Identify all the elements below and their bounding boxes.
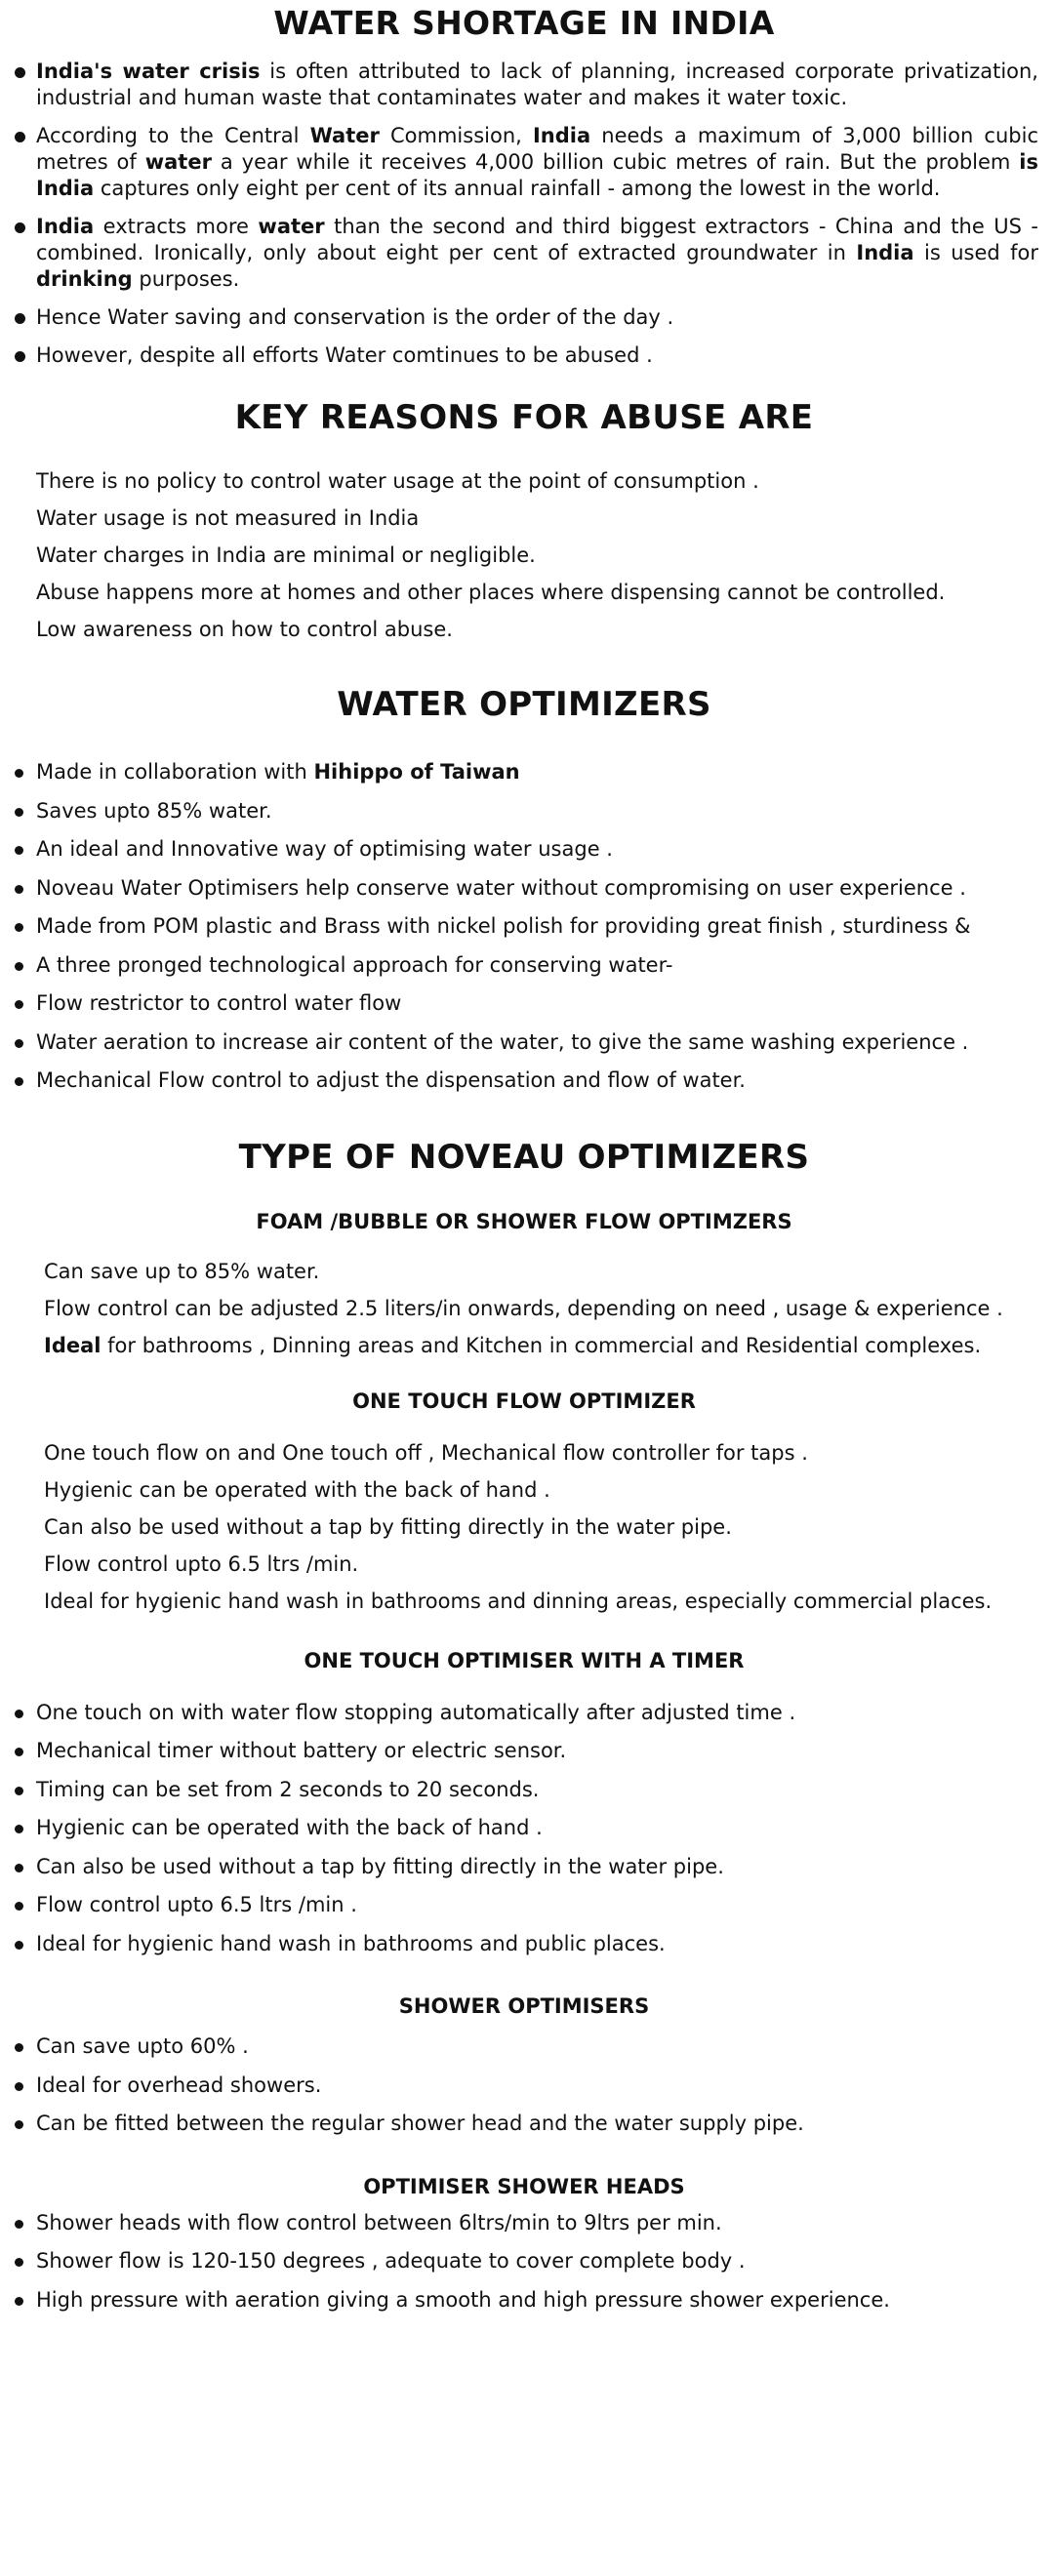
- timer-item: One touch on with water flow stopping automatically after adjusted time .: [10, 1694, 1038, 1733]
- optimizer-item: Made in collaboration with Hihippo of Taiwan: [10, 753, 1038, 792]
- heads-item: Shower heads with flow control between 6ltrs/min to 9ltrs per min.: [10, 2204, 1038, 2243]
- optimizer-item: An ideal and Innovative way of optimising water usage .: [10, 830, 1038, 869]
- one-touch-item: One touch flow on and One touch off , Mechanical flow controller for taps .: [44, 1440, 808, 1465]
- optimizers-heading: WATER OPTIMIZERS: [337, 685, 711, 724]
- one-touch-item: Ideal for hygienic hand wash in bathrooms and dinning areas, especially commercial places.: [44, 1589, 993, 1613]
- foam-item: Flow control can be adjusted 2.5 liters/in onwards, depending on need , usage & experience .: [44, 1296, 1003, 1320]
- timer-list: [10, 1694, 1038, 1964]
- foam-list: [10, 1253, 1038, 1364]
- optimizer-item: A three pronged technological approach for conserving water-: [10, 946, 1038, 986]
- optimizers-list: [10, 753, 1038, 1101]
- foam-item: Ideal for bathrooms , Dinning areas and Kitchen in commercial and Residential complexes.: [44, 1333, 982, 1357]
- timer-heading: ONE TOUCH OPTIMISER WITH A TIMER: [304, 1648, 745, 1672]
- one-touch-heading: ONE TOUCH FLOW OPTIMIZER: [352, 1389, 696, 1413]
- reason-item: Water charges in India are minimal or negligible.: [36, 543, 536, 567]
- intro-item: Hence Water saving and conservation is the order of the day .: [10, 304, 1038, 331]
- intro-list: [10, 59, 1038, 369]
- heads-item: Shower flow is 120-150 degrees , adequate to cover complete body .: [10, 2242, 1038, 2281]
- reason-item: Water usage is not measured in India: [36, 506, 420, 530]
- types-heading: TYPE OF NOVEAU OPTIMIZERS: [238, 1137, 810, 1177]
- page-title: WATER SHORTAGE IN INDIA: [273, 4, 775, 42]
- heads-list: [10, 2204, 1038, 2320]
- shower-item: Can be fitted between the regular shower head and the water supply pipe.: [10, 2105, 1038, 2144]
- optimizer-item: Flow restrictor to control water flow: [10, 985, 1038, 1024]
- optimizer-item: Made from POM plastic and Brass with nickel polish for providing great finish , sturdiness &: [10, 907, 1038, 946]
- optimizer-item: Noveau Water Optimisers help conserve water without compromising on user experience .: [10, 869, 1038, 908]
- timer-item: Ideal for hygienic hand wash in bathrooms and public places.: [10, 1925, 1038, 1964]
- foam-item: Can save up to 85% water.: [44, 1259, 320, 1283]
- intro-item: However, despite all efforts Water comtinues to be abused .: [10, 342, 1038, 369]
- reason-item: Low awareness on how to control abuse.: [36, 618, 453, 641]
- reason-item: Abuse happens more at homes and other places where dispensing cannot be controlled.: [36, 581, 946, 604]
- timer-item: Timing can be set from 2 seconds to 20 seconds.: [10, 1771, 1038, 1810]
- shower-heading: SHOWER OPTIMISERS: [398, 1994, 650, 2018]
- timer-item: Hygienic can be operated with the back of hand .: [10, 1809, 1038, 1848]
- optimizer-item: Water aeration to increase air content of the water, to give the same washing experience .: [10, 1024, 1038, 1063]
- one-touch-item: Flow control upto 6.5 ltrs /min.: [44, 1551, 359, 1576]
- optimizer-item: Saves upto 85% water.: [10, 792, 1038, 831]
- shower-list: [10, 2028, 1038, 2144]
- shower-item: Ideal for overhead showers.: [10, 2067, 1038, 2106]
- timer-item: Flow control upto 6.5 ltrs /min .: [10, 1886, 1038, 1925]
- timer-item: Can also be used without a tap by fitting directly in the water pipe.: [10, 1848, 1038, 1887]
- one-touch-item: Can also be used without a tap by fitting directly in the water pipe.: [44, 1514, 732, 1539]
- intro-item: India extracts more water than the second and third biggest extractors - China and the US - combined. Ironically, only about eight per cent of extracted groundwater in India is used for drinking purposes.: [10, 214, 1038, 293]
- intro-item: India's water crisis is often attributed to lack of planning, increased corporate privatization, industrial and human waste that contaminates water and makes it water toxic.: [10, 59, 1038, 111]
- timer-item: Mechanical timer without battery or electric sensor.: [10, 1732, 1038, 1771]
- heads-heading: OPTIMISER SHOWER HEADS: [363, 2174, 685, 2198]
- reason-item: There is no policy to control water usage at the point of consumption .: [36, 469, 759, 493]
- reasons-list: [10, 463, 1038, 648]
- foam-heading: FOAM /BUBBLE OR SHOWER FLOW OPTIMZERS: [256, 1209, 792, 1233]
- intro-item: According to the Central Water Commission, India needs a maximum of 3,000 billion cubic metres of water a year while it receives 4,000 billion cubic metres of rain. But the problem is India captures only eight per cent of its annual rainfall - among the lowest in the world.: [10, 123, 1038, 202]
- optimizer-item: Mechanical Flow control to adjust the dispensation and flow of water.: [10, 1062, 1038, 1101]
- shower-item: Can save upto 60% .: [10, 2028, 1038, 2067]
- one-touch-item: Hygienic can be operated with the back of hand .: [44, 1477, 550, 1502]
- one-touch-list: [10, 1434, 1038, 1620]
- heads-item: High pressure with aeration giving a smooth and high pressure shower experience.: [10, 2281, 1038, 2320]
- reasons-heading: KEY REASONS FOR ABUSE ARE: [234, 398, 814, 437]
